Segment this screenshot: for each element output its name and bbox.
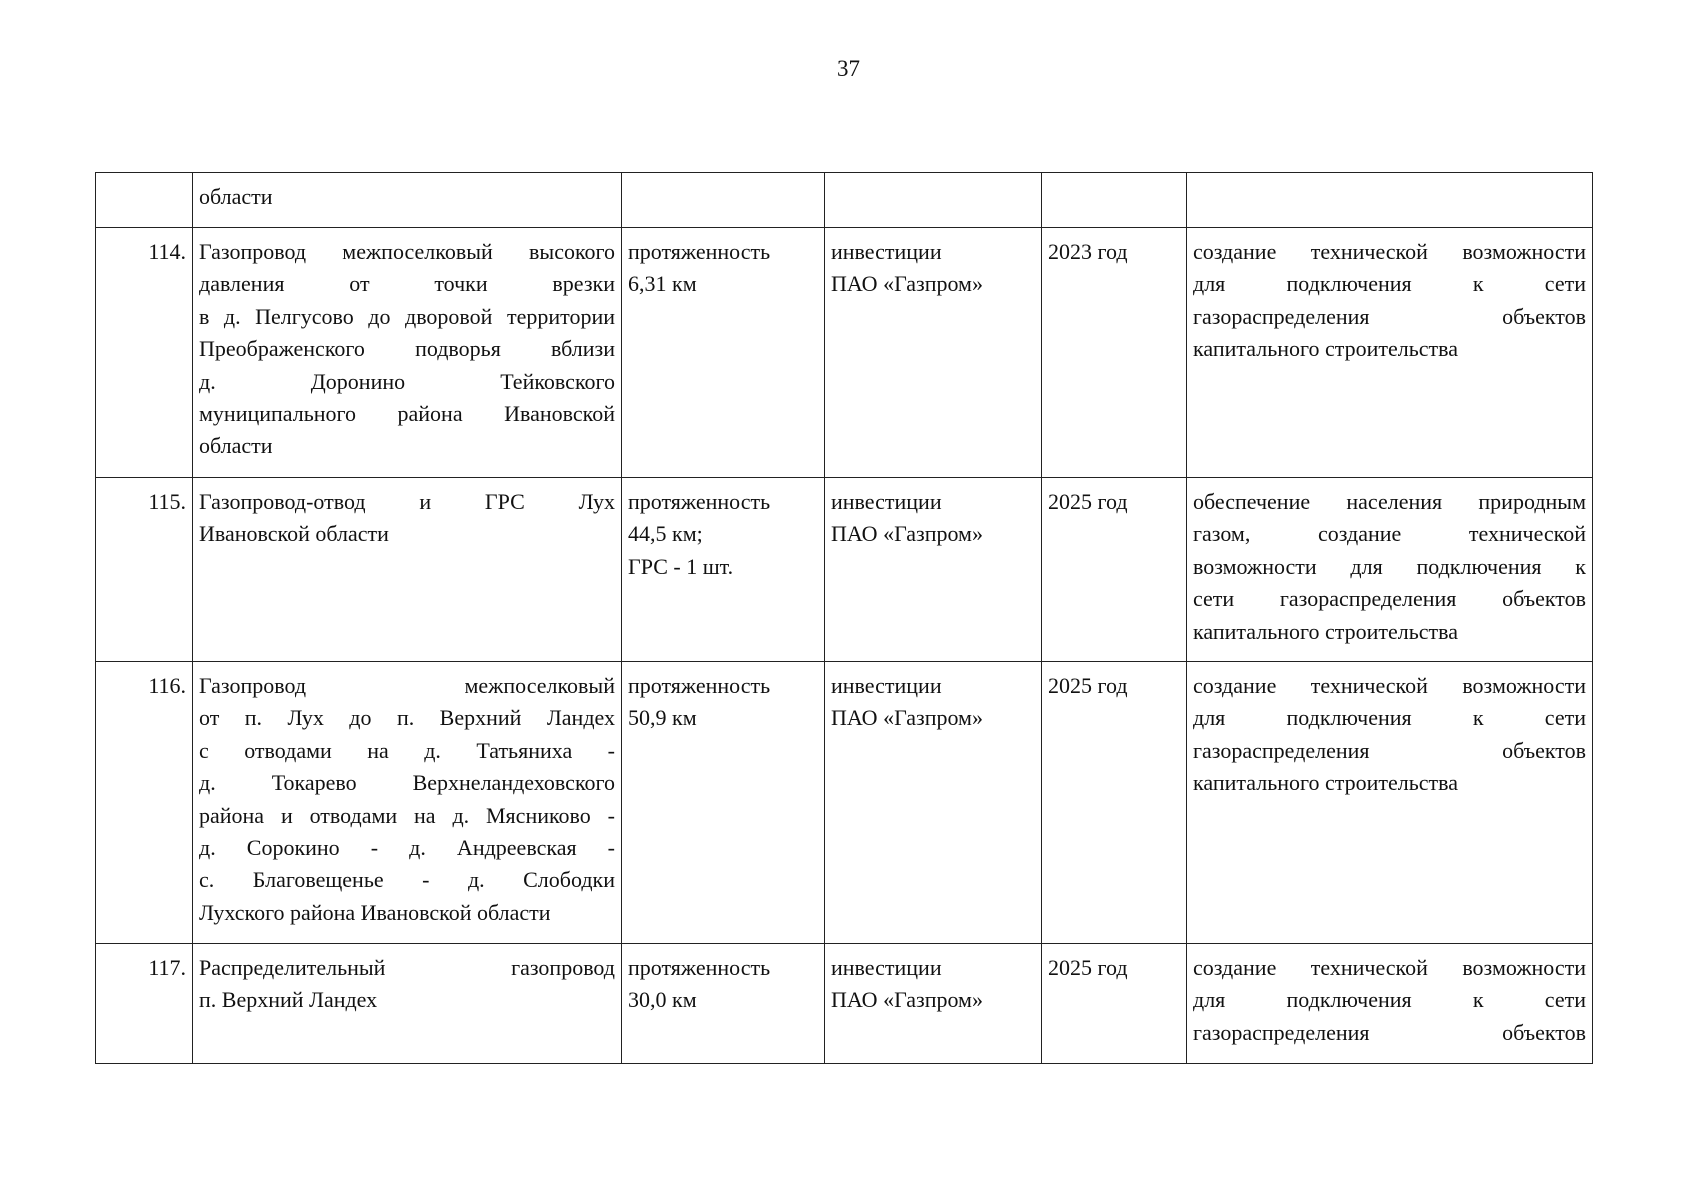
cell-object-name [193,228,622,478]
cell-funding-source [825,662,1042,944]
cell-line: сети газораспределения объектов [1193,586,1586,612]
cell-purpose [1187,662,1593,944]
cell-year [1042,173,1187,228]
cell-line: Ивановской области [199,521,389,547]
cell-line: д. Токарево Верхнеландеховского [199,770,615,796]
cell-line: от п. Лух до п. Верхний Ландех [199,705,615,731]
cell-line: для подключения к сети [1193,987,1586,1013]
cell-number [96,173,193,228]
table-body [96,173,1593,1064]
cell-line: Газопровод-отвод и ГРС Лух [199,489,615,514]
cell-line: ГРС - 1 шт. [628,553,734,579]
cell-line: п. Верхний Ландех [199,987,378,1013]
cell-number: 117. [96,944,193,1064]
cell-parameters [622,662,825,944]
cell-line: ПАО «Газпром» [831,521,983,547]
cell-line: инвестиции [831,239,942,264]
cell-purpose [1187,478,1593,662]
cell-object-name: области [193,173,622,228]
cell-line: с. Благовещенье - д. Слободки [199,867,615,893]
cell-line: инвестиции [831,489,942,514]
cell-parameters [622,478,825,662]
cell-line: Лухского района Ивановской области [199,899,551,925]
cell-number: 115. [96,478,193,662]
cell-line: для подключения к сети [1193,705,1586,731]
cell-funding-source [825,228,1042,478]
cell-line: Преображенского подворья вблизи [199,336,615,362]
objects-table [95,172,1593,1064]
cell-line: с отводами на д. Татьяниха - [199,737,615,763]
cell-funding-source [825,944,1042,1064]
cell-line: области [199,433,273,459]
cell-line: Газопровод межпоселковый [199,673,615,698]
cell-line: муниципального района Ивановской [199,401,615,427]
cell-line: газом, создание технической [1193,521,1586,547]
cell-funding-source [825,478,1042,662]
cell-line: создание технической возможности [1193,673,1586,698]
table-row-continuation [96,173,1593,228]
cell-line: газораспределения объектов [1193,303,1586,329]
cell-line: 6,31 км [628,271,697,297]
cell-purpose [1187,173,1593,228]
cell-line: д. Доронино Тейковского [199,368,615,394]
cell-line: ПАО «Газпром» [831,987,983,1013]
cell-line: протяженность [628,489,771,514]
cell-purpose [1187,944,1593,1064]
cell-funding-source [825,173,1042,228]
cell-object-name [193,944,622,1064]
table-row [96,944,1593,1064]
cell-number: 116. [96,662,193,944]
cell-line: капитального строительства [1193,618,1459,644]
cell-object-name [193,662,622,944]
cell-line: ПАО «Газпром» [831,271,983,297]
cell-parameters [622,173,825,228]
table-row [96,478,1593,662]
cell-line: д. Сорокино - д. Андреевская - [199,835,615,861]
cell-line: давления от точки врезки [199,271,615,297]
cell-line: протяженность [628,239,771,264]
cell-line: газораспределения объектов [1193,737,1586,763]
cell-object-name [193,478,622,662]
cell-line: возможности для подключения к [1193,553,1586,579]
cell-line: 44,5 км; [628,521,703,547]
cell-line: 30,0 км [628,987,697,1013]
cell-line: газораспределения объектов [1193,1019,1586,1045]
cell-year: 2025 год [1042,478,1187,662]
cell-year: 2023 год [1042,228,1187,478]
cell-line: создание технической возможности [1193,955,1586,980]
page-number: 37 [837,56,860,81]
cell-line: капитального строительства [1193,336,1459,362]
cell-line: инвестиции [831,673,942,698]
cell-year: 2025 год [1042,944,1187,1064]
cell-line: протяженность [628,955,771,980]
cell-line: обеспечение населения природным [1193,489,1586,514]
cell-parameters [622,228,825,478]
cell-line: Распределительный газопровод [199,955,615,980]
cell-line: протяженность [628,673,771,698]
table-row [96,228,1593,478]
cell-line: капитального строительства [1193,770,1459,796]
cell-line: Газопровод межпоселковый высокого [199,239,615,264]
cell-line: создание технической возможности [1193,239,1586,264]
cell-parameters [622,944,825,1064]
cell-line: ПАО «Газпром» [831,705,983,731]
cell-line: района и отводами на д. Мясниково - [199,802,615,828]
cell-line: в д. Пелгусово до дворовой территории [199,303,615,329]
cell-year: 2025 год [1042,662,1187,944]
cell-number: 114. [96,228,193,478]
cell-line: для подключения к сети [1193,271,1586,297]
table-row [96,662,1593,944]
cell-line: инвестиции [831,955,942,980]
cell-line: 50,9 км [628,705,697,731]
cell-purpose [1187,228,1593,478]
